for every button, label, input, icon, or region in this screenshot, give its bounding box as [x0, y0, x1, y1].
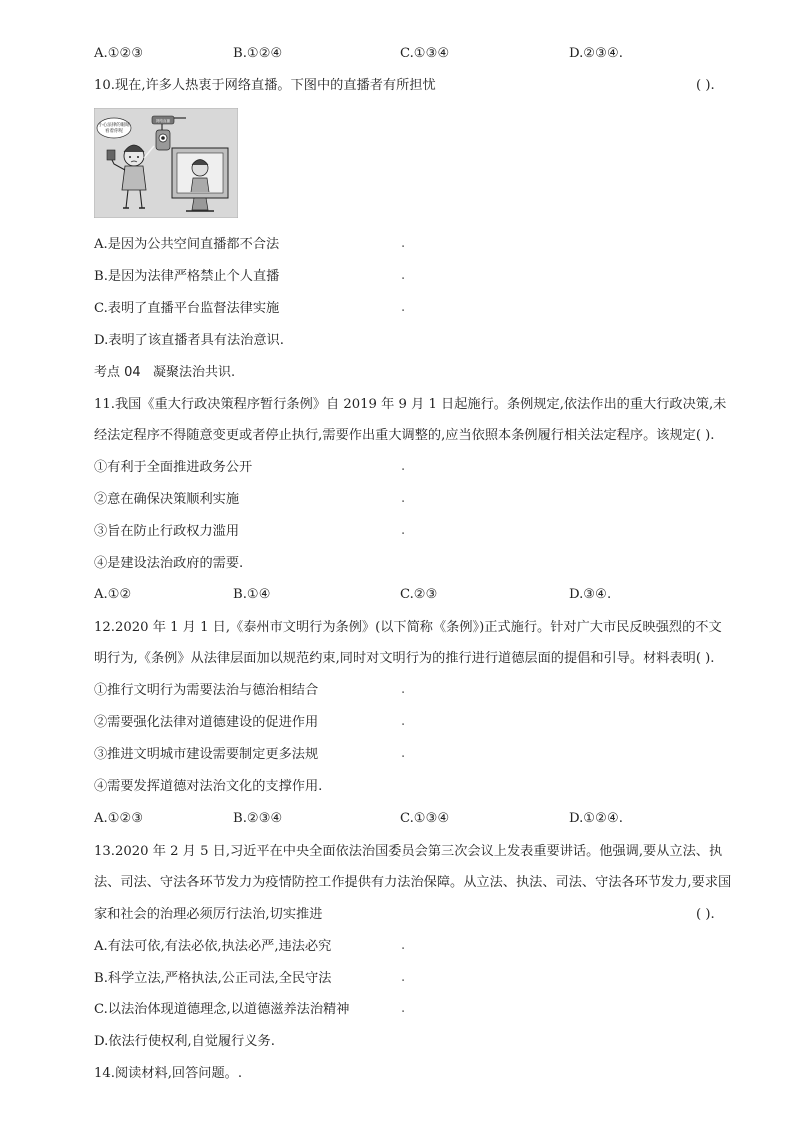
q9-option-b[interactable]: B.①②④	[233, 46, 283, 61]
q10-option-a[interactable]: A.是因为公共空间直播都不合法	[94, 237, 280, 252]
q11-item-4: ④是建设法治政府的需要.	[94, 556, 244, 571]
scan-mark: .	[401, 970, 406, 985]
q10-option-d[interactable]: D.表明了该直播者具有法治意识.	[94, 333, 284, 348]
bubble-text-2: 看着你呢	[105, 129, 123, 134]
q11-item-1: ①有利于全面推进政务公开	[94, 460, 253, 475]
scan-mark: .	[401, 714, 406, 729]
q12-item-2: ②需要强化法律对道德建设的促进作用	[94, 715, 319, 730]
scan-mark: .	[401, 300, 406, 315]
q11-option-a[interactable]: A.①②	[94, 587, 132, 602]
q11-option-d[interactable]: D.③④.	[569, 587, 612, 602]
q11-item-3: ③旨在防止行政权力滥用	[94, 524, 240, 539]
q9-option-c[interactable]: C.①③④	[400, 46, 450, 61]
q12-option-d[interactable]: D.①②④.	[569, 811, 623, 826]
q10-option-c[interactable]: C.表明了直播平台监督法律实施	[94, 301, 280, 316]
scan-mark: .	[401, 523, 406, 538]
scan-mark: .	[401, 746, 406, 761]
q13-option-a[interactable]: A.有法可依,有法必依,执法必严,违法必究	[94, 939, 332, 954]
scan-mark: .	[401, 459, 406, 474]
q12-stem-line-2: 明行为,《条例》从法律层面加以规范约束,同时对文明行为的推行进行道德层面的提倡和引导。材料表明( ).	[94, 651, 715, 666]
section-label: 考点 04	[94, 365, 141, 380]
bubble-text-1: 小心法律的眼睛	[98, 123, 130, 128]
q12-item-1: ①推行文明行为需要法治与德治相结合	[94, 683, 319, 698]
scan-mark: .	[401, 938, 406, 953]
scan-mark: .	[401, 1001, 406, 1016]
q13-stem-line-3: 家和社会的治理必须厉行法治,切实推进	[94, 907, 323, 922]
q10-option-b[interactable]: B.是因为法律严格禁止个人直播	[94, 269, 280, 284]
q12-stem-line-1: 12.2020 年 1 月 1 日,《泰州市文明行为条例》(以下简称《条例》)正式施行。针对广大市民反映强烈的不文	[94, 620, 722, 635]
speech-bubble	[97, 118, 131, 138]
q12-option-b[interactable]: B.②③④	[233, 811, 283, 826]
section-title: 凝聚法治共识.	[153, 365, 236, 380]
q12-item-3: ③推进文明城市建设需要制定更多法规	[94, 747, 319, 762]
q11-option-b[interactable]: B.①④	[233, 587, 271, 602]
q11-item-2: ②意在确保决策顺利实施	[94, 492, 240, 507]
q13-option-c[interactable]: C.以法治体现道德理念,以道德滋养法治精神	[94, 1002, 350, 1017]
q12-option-c[interactable]: C.①③④	[400, 811, 450, 826]
scan-mark: .	[401, 491, 406, 506]
live-stream-cartoon-image	[94, 108, 238, 218]
q9-option-a[interactable]: A.①②③	[94, 46, 144, 61]
q10-answer-paren[interactable]: ( ).	[696, 78, 715, 93]
q11-stem-line-2: 经法定程序不得随意变更或者停止执行,需要作出重大调整的,应当依照本条例履行相关法定程序。该规定( ).	[94, 428, 715, 443]
q9-option-d[interactable]: D.②③④.	[569, 46, 623, 61]
scan-mark: .	[401, 236, 406, 251]
q12-item-4: ④需要发挥道德对法治文化的支撑作用.	[94, 779, 323, 794]
q12-option-a[interactable]: A.①②③	[94, 811, 144, 826]
q13-answer-paren[interactable]: ( ).	[696, 907, 715, 922]
q11-option-c[interactable]: C.②③	[400, 587, 438, 602]
q13-option-b[interactable]: B.科学立法,严格执法,公正司法,全民守法	[94, 971, 332, 986]
scan-mark: .	[401, 268, 406, 283]
scan-mark: .	[401, 682, 406, 697]
q10-stem: 10.现在,许多人热衷于网络直播。下图中的直播者有所担忧	[94, 78, 436, 93]
q13-stem-line-2: 法、司法、守法各环节发力为疫情防控工作提供有力法治保障。从立法、执法、司法、守法各环节发力,要求国	[94, 875, 732, 890]
q14-stem: 14.阅读材料,回答问题。.	[94, 1066, 243, 1081]
q11-stem-line-1: 11.我国《重大行政决策程序暂行条例》自 2019 年 9 月 1 日起施行。条例规定,依法作出的重大行政决策,未	[94, 397, 727, 412]
q13-option-d[interactable]: D.依法行使权利,自觉履行义务.	[94, 1034, 275, 1049]
q13-stem-line-1: 13.2020 年 2 月 5 日,习近平在中央全面依法治国委员会第三次会议上发表重要讲话。他强调,要从立法、执	[94, 844, 723, 859]
sign-text: 网络直播	[156, 119, 170, 123]
